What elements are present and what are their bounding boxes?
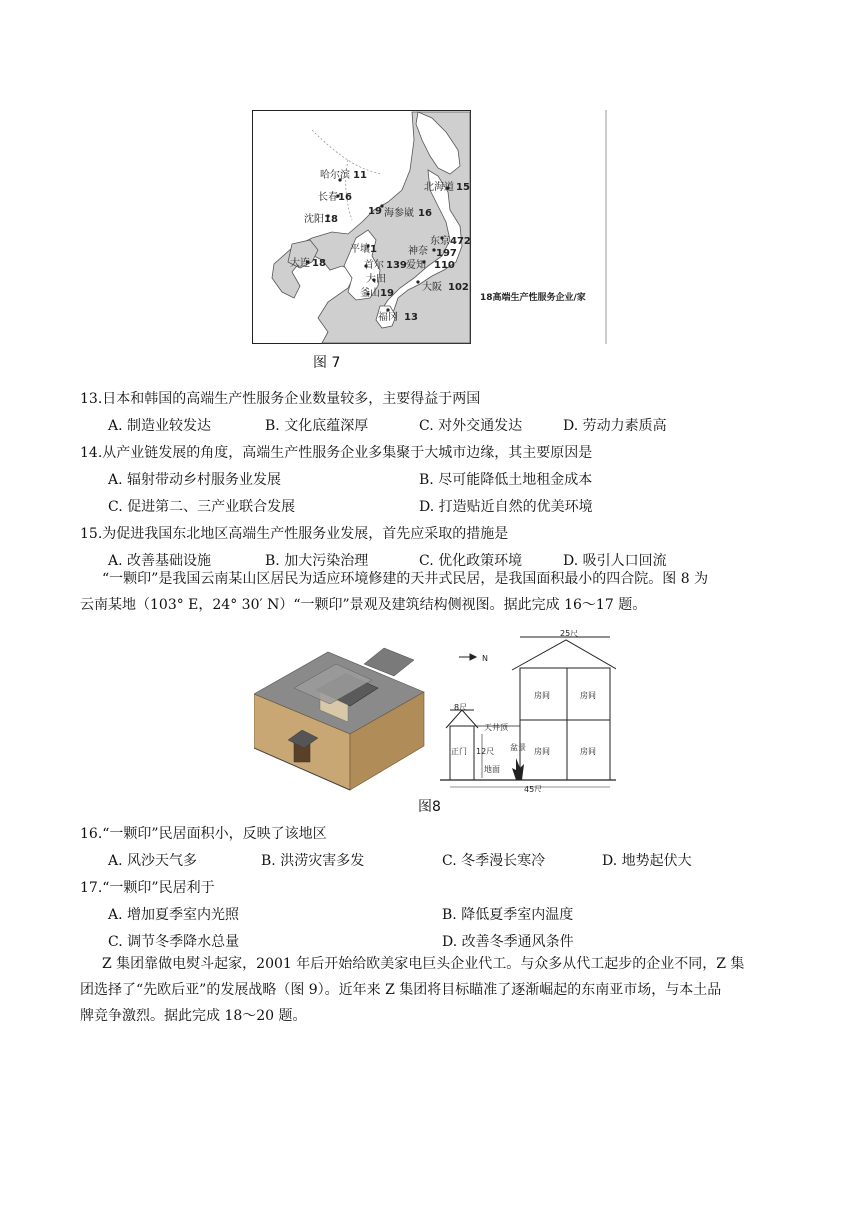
city-name: 大阪 — [422, 282, 442, 293]
city-name: 北海道 — [424, 182, 454, 193]
city-name: 东京 — [430, 236, 450, 247]
structure-side-view — [440, 630, 616, 792]
city-count: 197 — [436, 248, 457, 259]
city-name: 首尔 — [364, 260, 384, 271]
city-name: 沈阳 — [304, 214, 324, 225]
city-count: 1 — [370, 244, 377, 255]
dimension-label: 8尺 — [454, 703, 468, 712]
room-label: 房间 — [534, 747, 550, 756]
city-count: 19 — [380, 288, 394, 299]
gate-label: 正门 — [451, 747, 467, 756]
city-name: 大田 — [366, 274, 386, 285]
city-name: 釜山 — [360, 288, 380, 299]
city-name: 哈尔滨 — [320, 170, 350, 181]
city-count: 13 — [404, 312, 418, 323]
intro-line: 牌竞争激烈。据此完成 18～20 题。 — [80, 1008, 307, 1024]
city-count: 16 — [338, 192, 352, 203]
question-17-stem: 17.“一颗印”民居利于 — [80, 880, 215, 896]
city-name: 平壤 — [350, 244, 370, 255]
intro-paragraph-18-20 — [80, 951, 780, 1029]
city-count: 11 — [353, 170, 367, 181]
city-name: 海参崴 — [384, 208, 414, 219]
option: C. 优化政策环境 — [419, 553, 523, 569]
option: A. 辐射带动乡村服务业发展 — [108, 472, 282, 488]
room-label: 房间 — [534, 691, 550, 700]
city-count: 18 — [312, 258, 326, 269]
option: D. 劳动力素质高 — [563, 418, 667, 434]
question-13-stem: 13.日本和韩国的高端生产性服务企业数量较多，主要得益于两国 — [80, 391, 481, 407]
city-name: 神奈 — [408, 246, 428, 257]
dimension-label: 45尺 — [524, 785, 543, 792]
intro-line: 云南某地（103° E，24° 30′ N）“一颗印”景观及建筑结构侧视图。据此完成 16～17 题。 — [80, 597, 647, 613]
option: D. 吸引人口回流 — [563, 553, 667, 569]
option: A. 改善基础设施 — [108, 553, 212, 569]
option: D. 地势起伏大 — [602, 853, 692, 869]
city-count: 110 — [434, 260, 455, 271]
option: B. 加大污染治理 — [265, 553, 369, 569]
question-16-stem: 16.“一颗印”民居面积小，反映了该地区 — [80, 826, 327, 842]
city-count: 18 — [324, 214, 338, 225]
option: C. 冬季漫长寒冷 — [442, 853, 546, 869]
option: C. 对外交通发达 — [419, 418, 523, 434]
city-name: 长春 — [318, 192, 338, 203]
figure7-caption: 图 7 — [313, 355, 341, 371]
bonsai-label: 盆景 — [510, 743, 526, 752]
option: B. 洪涝灾害多发 — [261, 853, 365, 869]
intro-paragraph-16-17 — [80, 566, 780, 618]
option: A. 增加夏季室内光照 — [108, 907, 240, 923]
room-label: 房间 — [580, 747, 596, 756]
figure8-svg — [254, 630, 616, 792]
city-count: 19 — [368, 206, 382, 217]
north-arrow-label: N — [482, 654, 488, 663]
intro-line: 团选择了“先欧后亚”的发展战略（图 9）。近年来 Z 集团将目标瞄准了逐渐崛起的东南亚市场，与本土品 — [80, 982, 722, 998]
yikeyin-house-illustration — [254, 648, 424, 790]
question-14-stem: 14.从产业链发展的角度，高端生产性服务企业多集聚于大城市边缘，其主要原因是 — [80, 445, 593, 461]
city-count: 15 — [456, 182, 470, 193]
city-count: 139 — [386, 260, 407, 271]
question-15-stem: 15.为促进我国东北地区高端生产性服务业发展，首先应采取的措施是 — [80, 526, 509, 542]
city-name: 大连 — [290, 258, 310, 269]
intro-line: “一颗印”是我国云南某山区居民为适应环境修建的天井式民居，是我国面积最小的四合院。图 8 为 — [102, 571, 709, 587]
option: A. 制造业较发达 — [108, 418, 212, 434]
city-name: 爱知 — [406, 260, 426, 271]
figure8-caption: 图8 — [418, 799, 441, 815]
city-count: 472 — [450, 236, 471, 247]
ground-label: 地面 — [484, 765, 500, 774]
figure8 — [254, 630, 616, 792]
option: D. 打造贴近自然的优美环境 — [419, 499, 593, 515]
city-count: 102 — [448, 282, 469, 293]
option: B. 降低夏季室内温度 — [442, 907, 574, 923]
option: B. 文化底蕴深厚 — [265, 418, 369, 434]
option: B. 尽可能降低土地租金成本 — [419, 472, 593, 488]
dimension-label: 25尺 — [560, 630, 579, 638]
dimension-label: 12尺 — [476, 747, 495, 756]
city-count: 16 — [418, 208, 432, 219]
courtyard-label: 天井顶 — [484, 723, 508, 732]
room-label: 房间 — [580, 691, 596, 700]
option: D. 改善冬季通风条件 — [442, 934, 574, 950]
map-legend: 18高端生产性服务企业/家 — [480, 293, 586, 303]
option: C. 调节冬季降水总量 — [108, 934, 240, 950]
option: A. 风沙天气多 — [108, 853, 198, 869]
bonsai-icon — [512, 758, 524, 780]
city-name: 福冈 — [378, 312, 398, 323]
intro-line: Z 集团靠做电熨斗起家，2001 年后开始给欧美家电巨头企业代工。与众多从代工起步的企业不同，Z 集 — [102, 956, 745, 972]
option: C. 促进第二、三产业联合发展 — [108, 499, 296, 515]
figure7-map — [252, 110, 608, 344]
map-svg — [252, 110, 608, 344]
